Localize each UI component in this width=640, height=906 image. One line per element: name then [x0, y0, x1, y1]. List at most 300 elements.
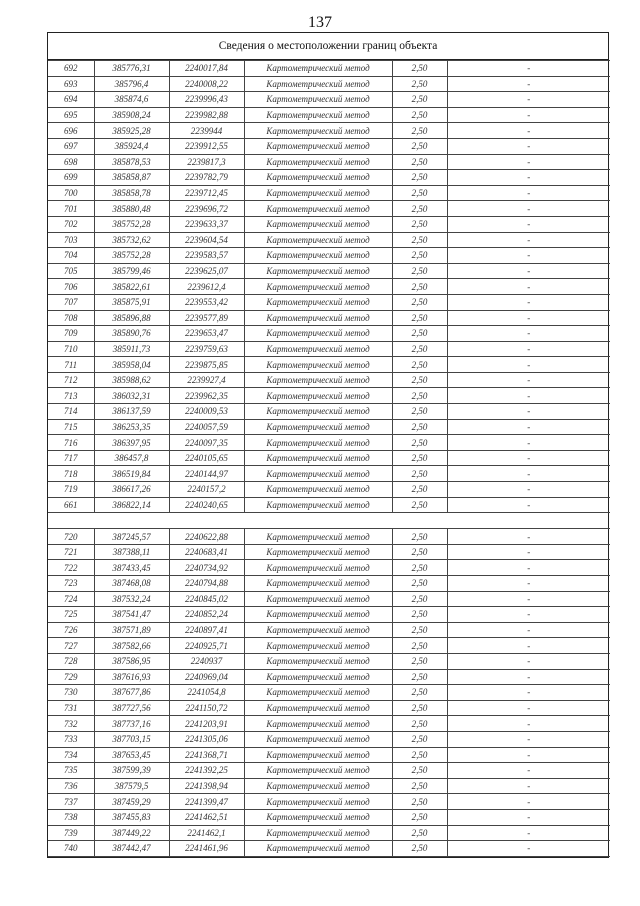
y-coordinate-cell: 2239912,55 — [169, 138, 244, 154]
method-cell: Картометрический метод — [244, 154, 392, 170]
table-row — [48, 248, 610, 264]
y-coordinate-cell: 2239712,45 — [169, 185, 244, 201]
y-coordinate-cell: 2241368,71 — [169, 747, 244, 763]
method-cell: Картометрический метод — [244, 419, 392, 435]
table-row — [48, 372, 610, 388]
accuracy-cell: 2,50 — [392, 529, 447, 545]
method-cell: Картометрический метод — [244, 669, 392, 685]
point-number-cell: 734 — [48, 747, 94, 763]
x-coordinate-cell: 387582,66 — [94, 638, 169, 654]
x-coordinate-cell: 387455,83 — [94, 809, 169, 825]
x-coordinate-cell: 385890,76 — [94, 326, 169, 342]
page-number: 137 — [308, 14, 332, 31]
method-cell: Картометрический метод — [244, 435, 392, 451]
method-cell: Картометрический метод — [244, 279, 392, 295]
point-number-cell: 718 — [48, 466, 94, 482]
description-cell: - — [447, 341, 610, 357]
x-coordinate-cell: 387737,16 — [94, 716, 169, 732]
table-row — [48, 170, 610, 186]
y-coordinate-cell: 2240969,04 — [169, 669, 244, 685]
x-coordinate-cell: 386032,31 — [94, 388, 169, 404]
table-row — [48, 560, 610, 576]
method-cell: Картометрический метод — [244, 216, 392, 232]
accuracy-cell: 2,50 — [392, 326, 447, 342]
accuracy-cell: 2,50 — [392, 794, 447, 810]
accuracy-cell: 2,50 — [392, 653, 447, 669]
x-coordinate-cell: 385925,28 — [94, 123, 169, 139]
description-cell: - — [447, 653, 610, 669]
accuracy-cell: 2,50 — [392, 248, 447, 264]
accuracy-cell: 2,50 — [392, 279, 447, 295]
point-number-cell: 723 — [48, 576, 94, 592]
x-coordinate-cell: 387541,47 — [94, 607, 169, 623]
description-cell: - — [447, 794, 610, 810]
table-row — [48, 638, 610, 654]
description-cell: - — [447, 482, 610, 498]
accuracy-cell: 2,50 — [392, 310, 447, 326]
x-coordinate-cell: 387468,08 — [94, 576, 169, 592]
x-coordinate-cell: 387571,89 — [94, 622, 169, 638]
point-number-cell: 721 — [48, 544, 94, 560]
method-cell: Картометрический метод — [244, 731, 392, 747]
point-number-cell: 727 — [48, 638, 94, 654]
point-number-cell: 728 — [48, 653, 94, 669]
x-coordinate-cell: 385796,4 — [94, 76, 169, 92]
x-coordinate-cell: 387616,93 — [94, 669, 169, 685]
y-coordinate-cell: 2239782,79 — [169, 170, 244, 186]
description-cell: - — [447, 809, 610, 825]
y-coordinate-cell: 2240240,65 — [169, 497, 244, 513]
point-number-cell: 717 — [48, 450, 94, 466]
point-number-cell: 701 — [48, 201, 94, 217]
table-row — [48, 450, 610, 466]
y-coordinate-cell: 2241462,51 — [169, 809, 244, 825]
point-number-cell: 696 — [48, 123, 94, 139]
accuracy-cell: 2,50 — [392, 419, 447, 435]
method-cell: Картометрический метод — [244, 92, 392, 108]
y-coordinate-cell: 2240845,02 — [169, 591, 244, 607]
description-cell: - — [447, 685, 610, 701]
y-coordinate-cell: 2240097,35 — [169, 435, 244, 451]
description-cell: - — [447, 576, 610, 592]
method-cell: Картометрический метод — [244, 778, 392, 794]
point-number-cell: 702 — [48, 216, 94, 232]
accuracy-cell: 2,50 — [392, 170, 447, 186]
point-number-cell: 706 — [48, 279, 94, 295]
description-cell: - — [447, 357, 610, 373]
method-cell: Картометрический метод — [244, 138, 392, 154]
y-coordinate-cell: 2241462,1 — [169, 825, 244, 841]
x-coordinate-cell: 387459,29 — [94, 794, 169, 810]
description-cell: - — [447, 201, 610, 217]
y-coordinate-cell: 2241203,91 — [169, 716, 244, 732]
x-coordinate-cell: 385958,04 — [94, 357, 169, 373]
point-number-cell: 738 — [48, 809, 94, 825]
accuracy-cell: 2,50 — [392, 809, 447, 825]
point-number-cell: 731 — [48, 700, 94, 716]
description-cell: - — [447, 497, 610, 513]
method-cell: Картометрический метод — [244, 404, 392, 420]
method-cell: Картометрический метод — [244, 653, 392, 669]
y-coordinate-cell: 2239982,88 — [169, 107, 244, 123]
method-cell: Картометрический метод — [244, 794, 392, 810]
description-cell: - — [447, 419, 610, 435]
table-row — [48, 576, 610, 592]
accuracy-cell: 2,50 — [392, 107, 447, 123]
method-cell: Картометрический метод — [244, 61, 392, 77]
point-number-cell: 692 — [48, 61, 94, 77]
x-coordinate-cell: 387245,57 — [94, 529, 169, 545]
point-number-cell: 698 — [48, 154, 94, 170]
method-cell: Картометрический метод — [244, 170, 392, 186]
x-coordinate-cell: 385752,28 — [94, 216, 169, 232]
point-number-cell: 693 — [48, 76, 94, 92]
x-coordinate-cell: 387433,45 — [94, 560, 169, 576]
table-row — [48, 591, 610, 607]
y-coordinate-cell: 2239962,35 — [169, 388, 244, 404]
table-row — [48, 92, 610, 108]
table-row — [48, 700, 610, 716]
x-coordinate-cell: 387388,11 — [94, 544, 169, 560]
table-row — [48, 76, 610, 92]
point-number-cell: 736 — [48, 778, 94, 794]
table-row — [48, 685, 610, 701]
table-row — [48, 341, 610, 357]
method-cell: Картометрический метод — [244, 248, 392, 264]
method-cell: Картометрический метод — [244, 372, 392, 388]
y-coordinate-cell: 2239625,07 — [169, 263, 244, 279]
point-number-cell: 695 — [48, 107, 94, 123]
y-coordinate-cell: 2240105,65 — [169, 450, 244, 466]
point-number-cell: 710 — [48, 341, 94, 357]
method-cell: Картометрический метод — [244, 560, 392, 576]
description-cell: - — [447, 123, 610, 139]
table-row — [48, 107, 610, 123]
x-coordinate-cell: 386397,95 — [94, 435, 169, 451]
point-number-cell: 705 — [48, 263, 94, 279]
table-row — [48, 497, 610, 513]
y-coordinate-cell: 2239696,72 — [169, 201, 244, 217]
description-cell: - — [447, 669, 610, 685]
y-coordinate-cell: 2241305,06 — [169, 731, 244, 747]
x-coordinate-cell: 387449,22 — [94, 825, 169, 841]
y-coordinate-cell: 2241461,96 — [169, 841, 244, 857]
table-row — [48, 263, 610, 279]
y-coordinate-cell: 2240009,53 — [169, 404, 244, 420]
description-cell: - — [447, 607, 610, 623]
method-cell: Картометрический метод — [244, 232, 392, 248]
x-coordinate-cell: 386617,26 — [94, 482, 169, 498]
accuracy-cell: 2,50 — [392, 638, 447, 654]
table-row — [48, 653, 610, 669]
method-cell: Картометрический метод — [244, 809, 392, 825]
table-title: Сведения о местоположении границ объекта — [48, 33, 608, 60]
description-cell: - — [447, 310, 610, 326]
x-coordinate-cell: 387677,86 — [94, 685, 169, 701]
y-coordinate-cell: 2239583,57 — [169, 248, 244, 264]
point-number-cell: 722 — [48, 560, 94, 576]
accuracy-cell: 2,50 — [392, 700, 447, 716]
method-cell: Картометрический метод — [244, 482, 392, 498]
y-coordinate-cell: 2239817,3 — [169, 154, 244, 170]
accuracy-cell: 2,50 — [392, 669, 447, 685]
description-cell: - — [447, 747, 610, 763]
method-cell: Картометрический метод — [244, 716, 392, 732]
table-row — [48, 716, 610, 732]
y-coordinate-cell: 2240734,92 — [169, 560, 244, 576]
accuracy-cell: 2,50 — [392, 576, 447, 592]
accuracy-cell: 2,50 — [392, 591, 447, 607]
y-coordinate-cell: 2239759,63 — [169, 341, 244, 357]
y-coordinate-cell: 2241054,8 — [169, 685, 244, 701]
x-coordinate-cell: 387653,45 — [94, 747, 169, 763]
y-coordinate-cell: 2239604,54 — [169, 232, 244, 248]
point-number-cell: 703 — [48, 232, 94, 248]
point-number-cell: 714 — [48, 404, 94, 420]
table-row — [48, 622, 610, 638]
accuracy-cell: 2,50 — [392, 607, 447, 623]
y-coordinate-cell: 2239996,43 — [169, 92, 244, 108]
method-cell: Картометрический метод — [244, 607, 392, 623]
accuracy-cell: 2,50 — [392, 201, 447, 217]
description-cell: - — [447, 294, 610, 310]
table-row — [48, 388, 610, 404]
table-row — [48, 825, 610, 841]
method-cell: Картометрический метод — [244, 310, 392, 326]
table-row — [48, 310, 610, 326]
coordinates-table — [48, 60, 610, 857]
point-number-cell: 725 — [48, 607, 94, 623]
x-coordinate-cell: 386457,8 — [94, 450, 169, 466]
point-number-cell: 729 — [48, 669, 94, 685]
accuracy-cell: 2,50 — [392, 622, 447, 638]
point-number-cell: 715 — [48, 419, 94, 435]
accuracy-cell: 2,50 — [392, 341, 447, 357]
x-coordinate-cell: 385875,91 — [94, 294, 169, 310]
description-cell: - — [447, 841, 610, 857]
point-number-cell: 720 — [48, 529, 94, 545]
accuracy-cell: 2,50 — [392, 841, 447, 857]
description-cell: - — [447, 372, 610, 388]
table-row — [48, 809, 610, 825]
x-coordinate-cell: 386519,84 — [94, 466, 169, 482]
table-row — [48, 435, 610, 451]
method-cell: Картометрический метод — [244, 747, 392, 763]
description-cell: - — [447, 232, 610, 248]
method-cell: Картометрический метод — [244, 622, 392, 638]
table-row — [48, 778, 610, 794]
table-row — [48, 357, 610, 373]
x-coordinate-cell: 387599,39 — [94, 763, 169, 779]
description-cell: - — [447, 700, 610, 716]
x-coordinate-cell: 385776,31 — [94, 61, 169, 77]
method-cell: Картометрический метод — [244, 638, 392, 654]
method-cell: Картометрический метод — [244, 529, 392, 545]
description-cell: - — [447, 731, 610, 747]
x-coordinate-cell: 385911,73 — [94, 341, 169, 357]
point-number-cell: 697 — [48, 138, 94, 154]
description-cell: - — [447, 185, 610, 201]
y-coordinate-cell: 2239927,4 — [169, 372, 244, 388]
accuracy-cell: 2,50 — [392, 92, 447, 108]
x-coordinate-cell: 385858,78 — [94, 185, 169, 201]
point-number-cell: 739 — [48, 825, 94, 841]
table-row — [48, 763, 610, 779]
y-coordinate-cell: 2241398,94 — [169, 778, 244, 794]
x-coordinate-cell: 385878,53 — [94, 154, 169, 170]
accuracy-cell: 2,50 — [392, 560, 447, 576]
accuracy-cell: 2,50 — [392, 747, 447, 763]
y-coordinate-cell: 2240897,41 — [169, 622, 244, 638]
method-cell: Картометрический метод — [244, 544, 392, 560]
y-coordinate-cell: 2241150,72 — [169, 700, 244, 716]
description-cell: - — [447, 825, 610, 841]
x-coordinate-cell: 385822,61 — [94, 279, 169, 295]
table-row — [48, 216, 610, 232]
accuracy-cell: 2,50 — [392, 825, 447, 841]
description-cell: - — [447, 778, 610, 794]
y-coordinate-cell: 2239633,37 — [169, 216, 244, 232]
point-number-cell: 704 — [48, 248, 94, 264]
accuracy-cell: 2,50 — [392, 778, 447, 794]
table-row — [48, 794, 610, 810]
x-coordinate-cell: 385752,28 — [94, 248, 169, 264]
method-cell: Картометрический метод — [244, 466, 392, 482]
description-cell: - — [447, 638, 610, 654]
y-coordinate-cell: 2240057,59 — [169, 419, 244, 435]
y-coordinate-cell: 2240794,88 — [169, 576, 244, 592]
description-cell: - — [447, 529, 610, 545]
y-coordinate-cell: 2240622,88 — [169, 529, 244, 545]
y-coordinate-cell: 2239612,4 — [169, 279, 244, 295]
table-row — [48, 482, 610, 498]
point-number-cell: 737 — [48, 794, 94, 810]
x-coordinate-cell: 385908,24 — [94, 107, 169, 123]
method-cell: Картометрический метод — [244, 357, 392, 373]
description-cell: - — [447, 92, 610, 108]
description-cell: - — [447, 404, 610, 420]
method-cell: Картометрический метод — [244, 388, 392, 404]
x-coordinate-cell: 387579,5 — [94, 778, 169, 794]
accuracy-cell: 2,50 — [392, 123, 447, 139]
accuracy-cell: 2,50 — [392, 763, 447, 779]
accuracy-cell: 2,50 — [392, 482, 447, 498]
point-number-cell: 709 — [48, 326, 94, 342]
description-cell: - — [447, 154, 610, 170]
method-cell: Картометрический метод — [244, 263, 392, 279]
x-coordinate-cell: 385874,6 — [94, 92, 169, 108]
y-coordinate-cell: 2240925,71 — [169, 638, 244, 654]
x-coordinate-cell: 385924,4 — [94, 138, 169, 154]
table-row — [48, 185, 610, 201]
y-coordinate-cell: 2240017,84 — [169, 61, 244, 77]
method-cell: Картометрический метод — [244, 841, 392, 857]
table-row — [48, 747, 610, 763]
method-cell: Картометрический метод — [244, 576, 392, 592]
table-row — [48, 279, 610, 295]
description-cell: - — [447, 388, 610, 404]
table-row — [48, 669, 610, 685]
point-number-cell: 716 — [48, 435, 94, 451]
table-row — [48, 123, 610, 139]
description-cell: - — [447, 622, 610, 638]
y-coordinate-cell: 2241392,25 — [169, 763, 244, 779]
point-number-cell: 719 — [48, 482, 94, 498]
x-coordinate-cell: 387703,15 — [94, 731, 169, 747]
table-row — [48, 61, 610, 77]
description-cell: - — [447, 279, 610, 295]
description-cell: - — [447, 138, 610, 154]
accuracy-cell: 2,50 — [392, 263, 447, 279]
description-cell: - — [447, 544, 610, 560]
description-cell: - — [447, 216, 610, 232]
table-row — [48, 294, 610, 310]
point-number-cell: 694 — [48, 92, 94, 108]
description-cell: - — [447, 716, 610, 732]
accuracy-cell: 2,50 — [392, 544, 447, 560]
accuracy-cell: 2,50 — [392, 216, 447, 232]
method-cell: Картометрический метод — [244, 591, 392, 607]
point-number-cell: 726 — [48, 622, 94, 638]
method-cell: Картометрический метод — [244, 185, 392, 201]
method-cell: Картометрический метод — [244, 825, 392, 841]
point-number-cell: 707 — [48, 294, 94, 310]
method-cell: Картометрический метод — [244, 201, 392, 217]
x-coordinate-cell: 386822,14 — [94, 497, 169, 513]
table-row — [48, 404, 610, 420]
accuracy-cell: 2,50 — [392, 388, 447, 404]
point-number-cell: 708 — [48, 310, 94, 326]
y-coordinate-cell: 2240852,24 — [169, 607, 244, 623]
x-coordinate-cell: 385799,46 — [94, 263, 169, 279]
x-coordinate-cell: 385896,88 — [94, 310, 169, 326]
table-row — [48, 841, 610, 857]
coordinates-table-body — [48, 61, 610, 857]
method-cell: Картометрический метод — [244, 450, 392, 466]
x-coordinate-cell: 386137,59 — [94, 404, 169, 420]
method-cell: Картометрический метод — [244, 123, 392, 139]
method-cell: Картометрический метод — [244, 685, 392, 701]
y-coordinate-cell: 2239653,47 — [169, 326, 244, 342]
accuracy-cell: 2,50 — [392, 685, 447, 701]
y-coordinate-cell: 2240008,22 — [169, 76, 244, 92]
table-row — [48, 529, 610, 545]
point-number-cell: 724 — [48, 591, 94, 607]
accuracy-cell: 2,50 — [392, 731, 447, 747]
point-number-cell: 732 — [48, 716, 94, 732]
accuracy-cell: 2,50 — [392, 185, 447, 201]
method-cell: Картометрический метод — [244, 763, 392, 779]
point-number-cell: 735 — [48, 763, 94, 779]
x-coordinate-cell: 387727,56 — [94, 700, 169, 716]
table-row — [48, 326, 610, 342]
description-cell: - — [447, 76, 610, 92]
y-coordinate-cell: 2240144,97 — [169, 466, 244, 482]
description-cell: - — [447, 61, 610, 77]
point-number-cell: 733 — [48, 731, 94, 747]
boundary-table-sheet — [47, 32, 609, 858]
accuracy-cell: 2,50 — [392, 138, 447, 154]
accuracy-cell: 2,50 — [392, 466, 447, 482]
point-number-cell: 713 — [48, 388, 94, 404]
table-row — [48, 232, 610, 248]
accuracy-cell: 2,50 — [392, 435, 447, 451]
y-coordinate-cell: 2239875,85 — [169, 357, 244, 373]
point-number-cell: 712 — [48, 372, 94, 388]
table-row — [48, 138, 610, 154]
table-row — [48, 607, 610, 623]
method-cell: Картометрический метод — [244, 294, 392, 310]
